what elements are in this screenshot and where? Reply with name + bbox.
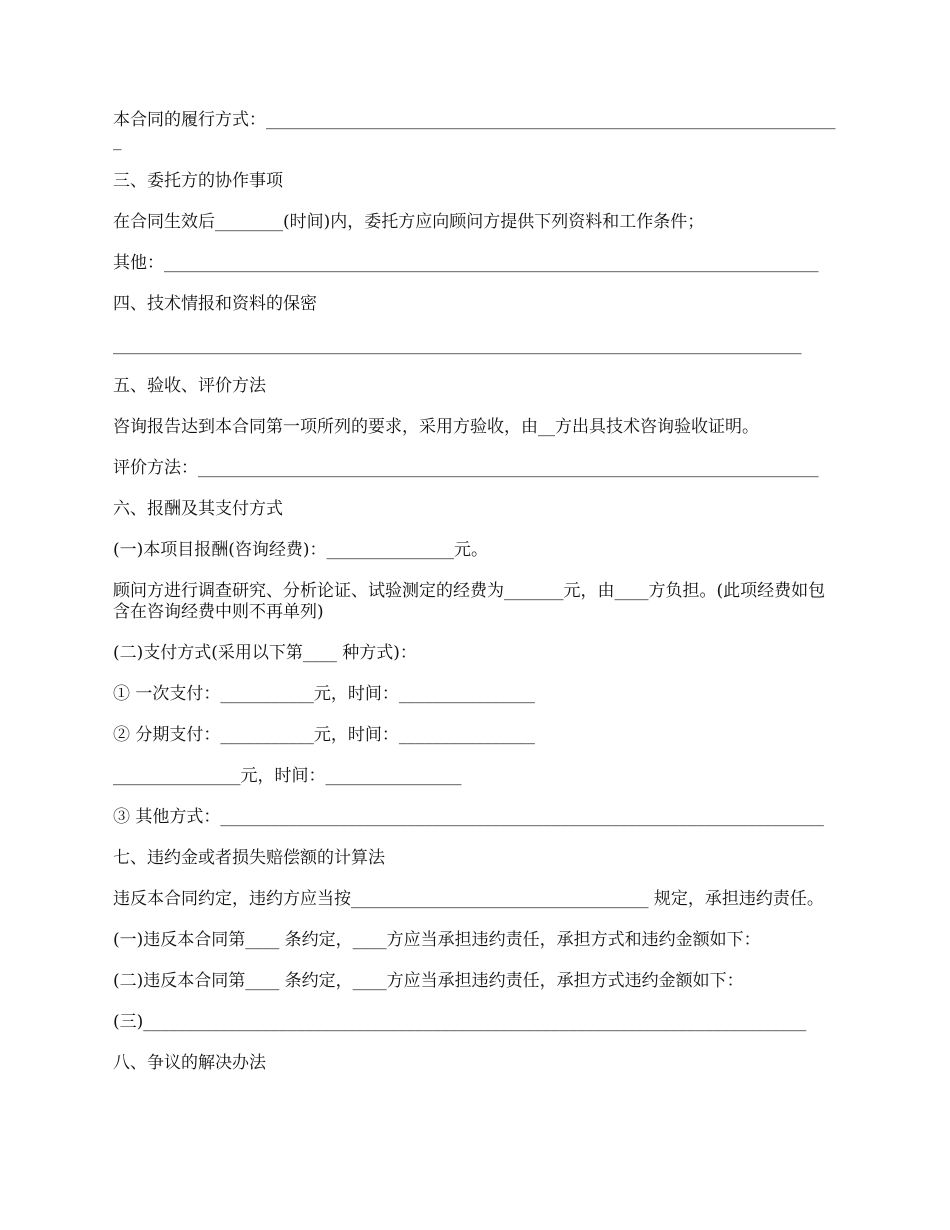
- breach-clause-3: (三)______________________________________________________________________________: [113, 1012, 807, 1032]
- performance-method-line: 本合同的履行方式：____________________________________________________________________: [113, 110, 836, 151]
- breach-paragraph: 违反本合同约定，违约方应当按___________________________________ 规定，承担违约责任。: [113, 889, 824, 909]
- other-payment-line: ③ 其他方式：_______________________________________________________________________: [113, 807, 824, 827]
- section-8-heading: 八、争议的解决办法: [113, 1053, 266, 1073]
- client-provide-materials-line: 在合同生效后________(时间)内，委托方应向顾问方提供下列资料和工作条件；: [113, 212, 705, 232]
- lump-sum-payment-line: ① 一次支付：___________元，时间：________________: [113, 684, 535, 704]
- other-line: 其他：_____________________________________________________________________________: [113, 253, 819, 273]
- installment-payment-line-2: _______________元，时间：________________: [113, 766, 462, 786]
- installment-payment-line: ② 分期支付：___________元，时间：________________: [113, 725, 535, 745]
- section-4-heading: 四、技术情报和资料的保密: [113, 294, 317, 314]
- acceptance-line: 咨询报告达到本合同第一项所列的要求，采用方验收，由__方出具技术咨询验收证明。: [113, 417, 759, 437]
- contract-page: [113, 110, 838, 1074]
- research-cost-paragraph: 顾问方进行调查研究、分析论证、试验测定的经费为_______元，由____方负担。(此项经费如包含在咨询经费中则不再单列): [113, 581, 826, 622]
- payment-method-line: (二)支付方式(采用以下第____ 种方式)：: [113, 643, 417, 663]
- breach-clause-2: (二)违反本合同第____ 条约定，____方应当承担违约责任，承担方式违约金额如下：: [113, 971, 744, 991]
- section-7-heading: 七、违约金或者损失赔偿额的计算法: [113, 848, 385, 868]
- project-fee-line: (一)本项目报酬(咨询经费)：_______________元。: [113, 540, 489, 560]
- breach-clause-1: (一)违反本合同第____ 条约定，____方应当承担违约责任，承担方式和违约金额如下：: [113, 930, 761, 950]
- evaluation-method-line: 评价方法：_________________________________________________________________________: [113, 458, 819, 478]
- section-3-heading: 三、委托方的协作事项: [113, 171, 283, 191]
- section-5-heading: 五、验收、评价方法: [113, 376, 266, 396]
- confidentiality-blank-line: _________________________________________________________________________________: [113, 335, 802, 355]
- section-6-heading: 六、报酬及其支付方式: [113, 499, 283, 519]
